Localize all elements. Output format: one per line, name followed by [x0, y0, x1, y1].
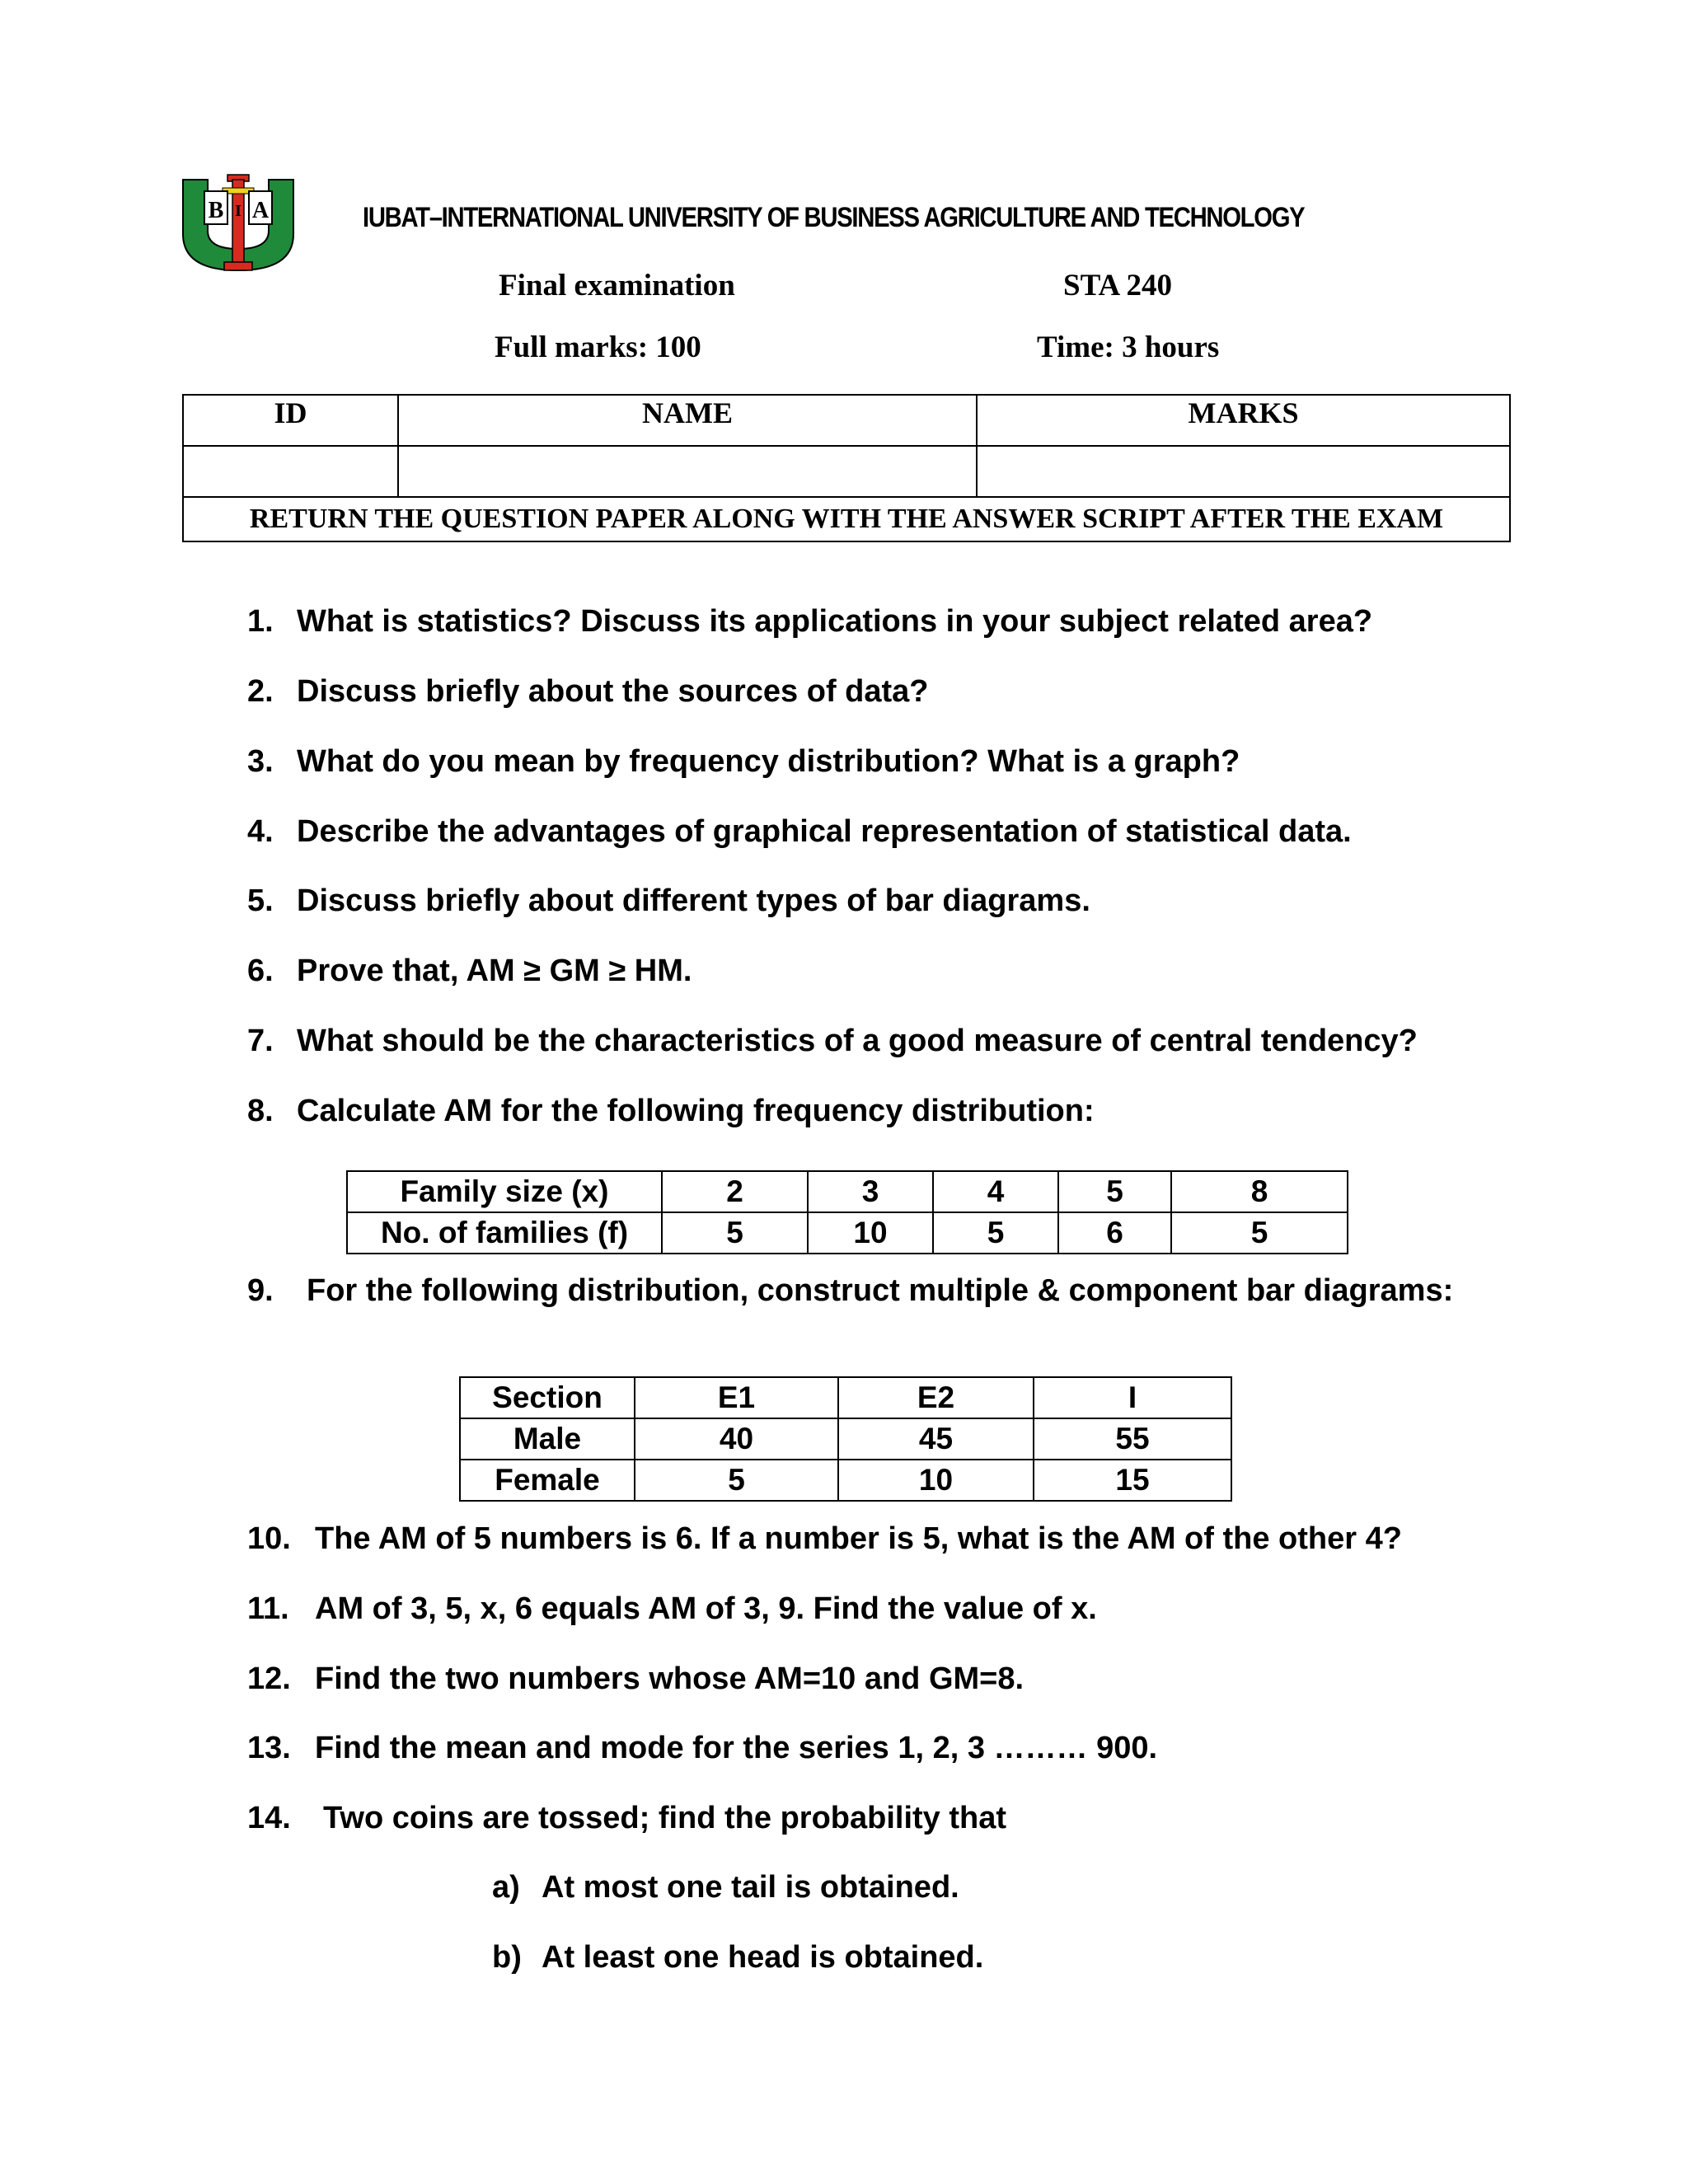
- marks-cell: [977, 446, 1510, 497]
- table-cell: 4: [933, 1171, 1058, 1212]
- table-cell: E2: [838, 1377, 1034, 1418]
- question-number: 13.: [247, 1731, 291, 1765]
- exam-time: Time: 3 hours: [1037, 330, 1220, 364]
- table-row: [460, 1460, 1231, 1501]
- question-number: 4.: [247, 814, 274, 849]
- table-cell: 3: [808, 1171, 933, 1212]
- id-cell: [183, 446, 398, 497]
- table-row: [460, 1418, 1231, 1460]
- question-text: For the following distribution, construct multiple & component bar diagrams:: [307, 1273, 1454, 1308]
- subpart-text: At most one tail is obtained.: [542, 1870, 959, 1905]
- question-number: 6.: [247, 954, 274, 988]
- university-title: IUBAT–INTERNATIONAL UNIVERSITY OF BUSINESS AGRICULTURE AND TECHNOLOGY: [363, 202, 1305, 233]
- table-cell: Family size (x): [347, 1171, 662, 1212]
- question-text: What should be the characteristics of a good measure of central tendency?: [297, 1024, 1418, 1058]
- question-text: Find the two numbers whose AM=10 and GM=8.: [315, 1661, 1025, 1696]
- subpart-label: b): [492, 1940, 522, 1975]
- question-text: Discuss briefly about the sources of data?: [297, 674, 929, 709]
- table-cell: 2: [662, 1171, 808, 1212]
- table-cell: 40: [635, 1418, 838, 1460]
- table-cell: 5: [1171, 1212, 1348, 1254]
- logo-letter-a: A: [251, 198, 270, 223]
- table-cell: 5: [933, 1212, 1058, 1254]
- table-cell: Male: [460, 1418, 635, 1460]
- question-number: 7.: [247, 1024, 274, 1058]
- question-text: AM of 3, 5, x, 6 equals AM of 3, 9. Find the value of x.: [315, 1591, 1097, 1626]
- question-text: Prove that, AM ≥ GM ≥ HM.: [297, 954, 692, 988]
- question-number: 1.: [247, 604, 274, 639]
- question-number: 12.: [247, 1661, 291, 1696]
- name-cell: [398, 446, 977, 497]
- table-cell: No. of families (f): [347, 1212, 662, 1254]
- logo-letter-b: B: [208, 198, 224, 223]
- question-number: 8.: [247, 1094, 274, 1128]
- question-text: The AM of 5 numbers is 6. If a number is 5, what is the AM of the other 4?: [315, 1521, 1402, 1556]
- university-logo: [180, 173, 297, 274]
- table-cell: 10: [838, 1460, 1034, 1501]
- question-text: What is statistics? Discuss its applications in your subject related area?: [297, 604, 1373, 639]
- question-number: 5.: [247, 883, 274, 918]
- section-gender-table: [459, 1376, 1232, 1502]
- subpart-text: At least one head is obtained.: [542, 1940, 984, 1975]
- name-header: NAME: [398, 395, 977, 446]
- question-text: What do you mean by frequency distribution? What is a graph?: [297, 744, 1240, 779]
- full-marks: Full marks: 100: [495, 330, 701, 364]
- table-cell: 5: [635, 1460, 838, 1501]
- student-info-table: [182, 394, 1511, 542]
- table-cell: Female: [460, 1460, 635, 1501]
- table-cell: I: [1034, 1377, 1231, 1418]
- question-number: 2.: [247, 674, 274, 709]
- table-row: [347, 1171, 1348, 1212]
- table-cell: 5: [662, 1212, 808, 1254]
- question-text: Discuss briefly about different types of bar diagrams.: [297, 883, 1090, 918]
- question-number: 11.: [247, 1591, 289, 1626]
- table-cell: 10: [808, 1212, 933, 1254]
- return-notice: RETURN THE QUESTION PAPER ALONG WITH THE ANSWER SCRIPT AFTER THE EXAM: [183, 497, 1510, 541]
- question-text: Describe the advantages of graphical representation of statistical data.: [297, 814, 1352, 849]
- question-number: 14.: [247, 1801, 291, 1835]
- question-text: Two coins are tossed; find the probability that: [323, 1801, 1007, 1835]
- table-cell: 15: [1034, 1460, 1231, 1501]
- question-number: 10.: [247, 1521, 291, 1556]
- subpart-label: a): [492, 1870, 520, 1905]
- table-cell: Section: [460, 1377, 635, 1418]
- table-row: [347, 1212, 1348, 1254]
- frequency-table: [346, 1170, 1348, 1254]
- question-number: 9.: [247, 1273, 274, 1308]
- table-cell: E1: [635, 1377, 838, 1418]
- table-cell: 5: [1058, 1171, 1171, 1212]
- question-text: Calculate AM for the following frequency distribution:: [297, 1094, 1095, 1128]
- question-number: 3.: [247, 744, 274, 779]
- course-code: STA 240: [1063, 269, 1172, 302]
- table-cell: 55: [1034, 1418, 1231, 1460]
- table-cell: 6: [1058, 1212, 1171, 1254]
- question-text: Find the mean and mode for the series 1, 2, 3 ……… 900.: [315, 1731, 1158, 1765]
- id-header: ID: [183, 395, 398, 446]
- marks-header: MARKS: [977, 395, 1510, 446]
- logo-letter-i: I: [235, 202, 241, 220]
- table-row: [460, 1377, 1231, 1418]
- table-cell: 45: [838, 1418, 1034, 1460]
- exam-type: Final examination: [499, 269, 735, 302]
- table-cell: 8: [1171, 1171, 1348, 1212]
